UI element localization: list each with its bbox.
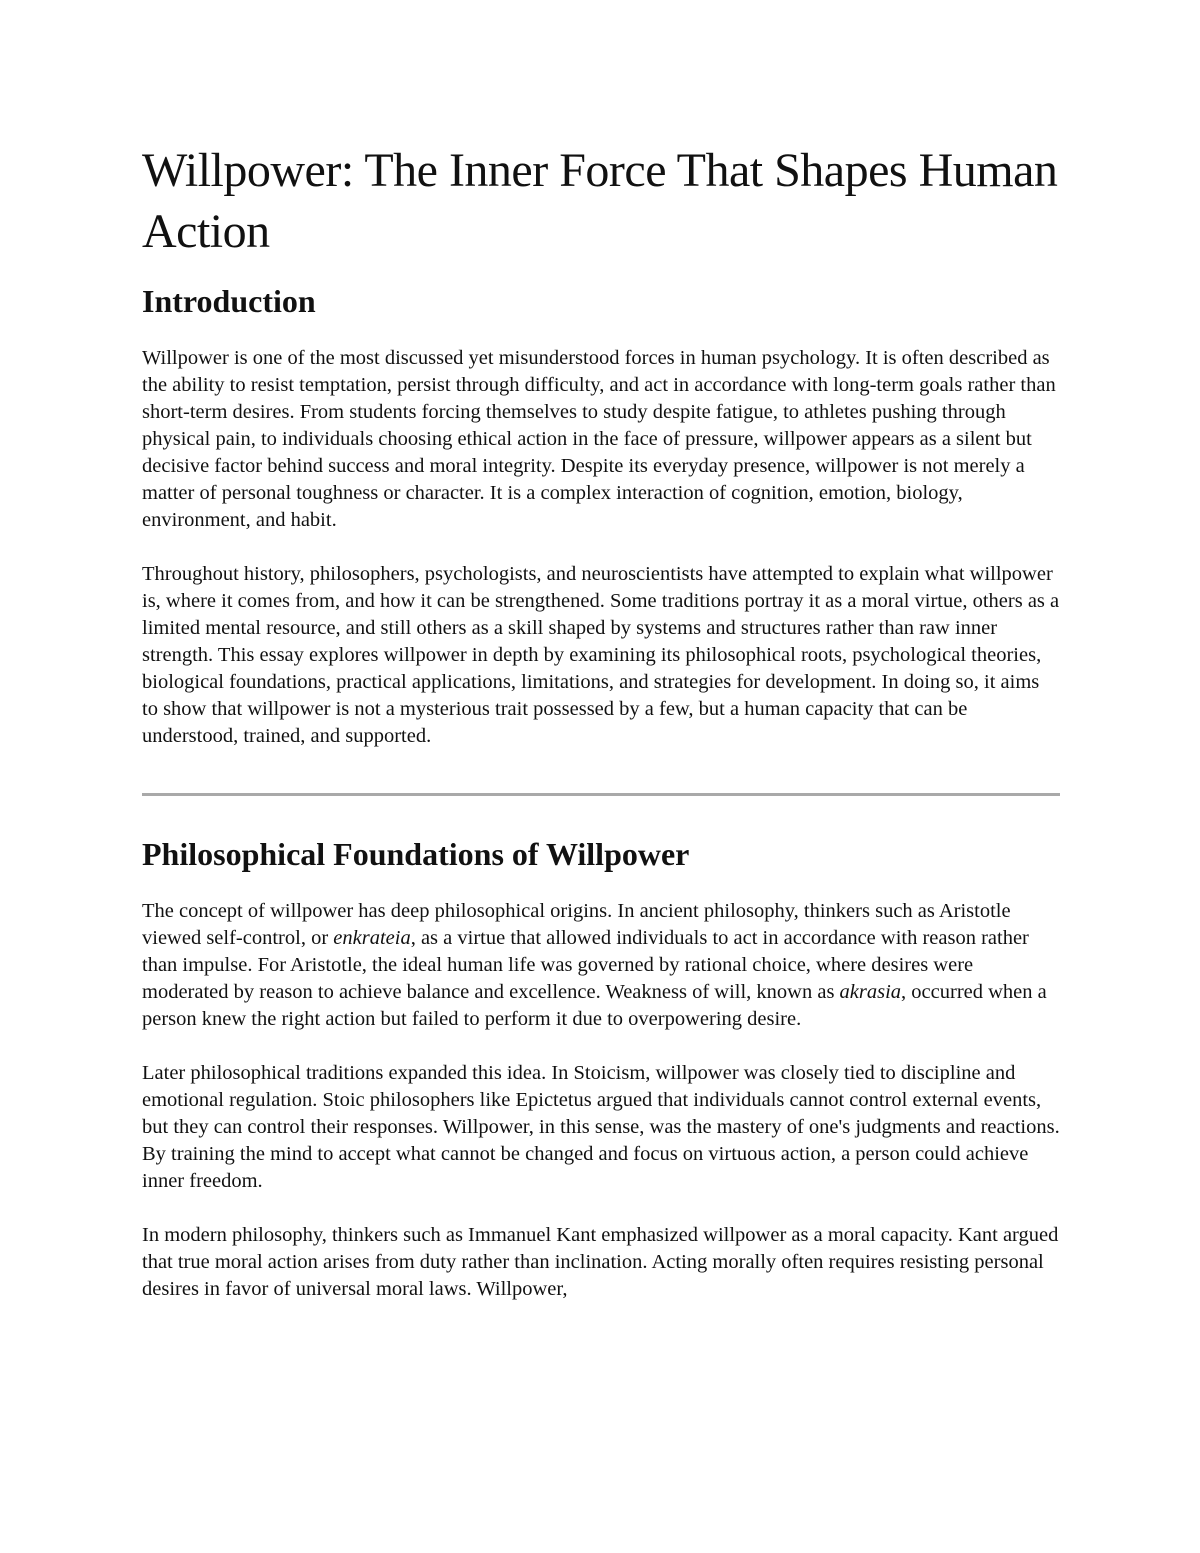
intro-heading: Introduction <box>142 283 316 319</box>
section-divider <box>142 793 1060 796</box>
term-akrasia: akrasia <box>839 981 902 1003</box>
philosophy-p1-text-c: , occurred when a person knew the right action but failed to perform it due to overpowering desire. <box>142 981 1047 1030</box>
intro-paragraph-1: Willpower is one of the most discussed yet misunderstood forces in human psychology. It is often described as the ability to resist temptation, persist through difficulty, and act in accordance with long-term goals rather than short-term desires. From students forcing themselves to study despite fatigue, to athletes pushing through physical pain, to individuals choosing ethical action in the face of pressure, willpower appears as a silent but decisive factor behind success and moral integrity. Despite its everyday presence, willpower is not merely a matter of personal toughness or character. It is a complex interaction of cognition, emotion, biology, environment, and habit. <box>142 347 1056 531</box>
intro-paragraph-2: Throughout history, philosophers, psychologists, and neuroscientists have attempted to explain what willpower is, where it comes from, and how it can be strengthened. Some traditions portray it as a moral virtue, others as a limited mental resource, and still others as a skill shaped by systems and structures rather than raw inner strength. This essay explores willpower in depth by examining its philosophical roots, psychological theories, biological foundations, practical applications, limitations, and strategies for development. In doing so, it aims to show that willpower is not a mysterious trait possessed by a few, but a human capacity that can be understood, trained, and supported. <box>142 563 1060 747</box>
philosophy-paragraph-2: Later philosophical traditions expanded this idea. In Stoicism, willpower was closely tied to discipline and emotional regulation. Stoic philosophers like Epictetus argued that individuals cannot control external events, but they can control their responses. Willpower, in this sense, was the mastery of one's judgments and reactions. By training the mind to accept what cannot be changed and focus on virtuous action, a person could achieve inner freedom. <box>142 1062 1060 1192</box>
philosophy-paragraph-1 <box>142 898 1060 1033</box>
philosophy-heading: Philosophical Foundations of Willpower <box>142 836 690 872</box>
philosophy-paragraph-3: In modern philosophy, thinkers such as Immanuel Kant emphasized willpower as a moral capacity. Kant argued that true moral action arises from duty rather than inclination. Acting morally often requires resisting personal desires in favor of universal moral laws. Willpower, <box>142 1224 1059 1300</box>
document-title: Willpower: The Inner Force That Shapes Human Action <box>142 144 1058 258</box>
philosophy-p1-text-b: , as a virtue that allowed individuals to act in accordance with reason rather than impulse. For Aristotle, the ideal human life was governed by rational choice, where desires were moderated by reason to achieve balance and excellence. Weakness of will, known as <box>142 927 1029 1003</box>
term-enkrateia: enkrateia <box>333 927 411 949</box>
philosophy-p1-text-a: The concept of willpower has deep philosophical origins. In ancient philosophy, thinkers such as Aristotle viewed self-control, or <box>142 900 1011 949</box>
document-page <box>142 140 1060 1303</box>
